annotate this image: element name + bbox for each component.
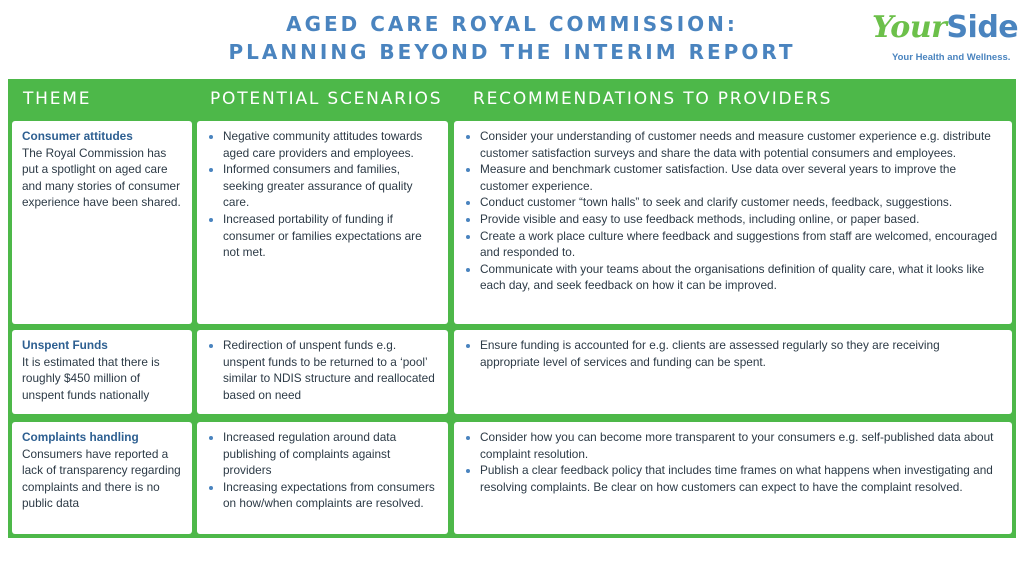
list-item: • Consider your understanding of customer needs and measure customer experience e.g. distribute customer satisfaction surveys and share the data with potential consumers and employees. xyxy=(480,128,1002,161)
row-3-recommendations-cell xyxy=(454,422,1012,534)
row-1-recommendations-list xyxy=(464,128,1002,294)
row-2-recommendations-list xyxy=(464,337,1002,370)
list-item: • Increased portability of funding if consumer or families expectations are not met. xyxy=(223,211,438,261)
row-2-theme-text: It is estimated that there is roughly $450 million of unspent funds nationally xyxy=(22,354,160,402)
row-1-scenarios-list xyxy=(207,128,438,261)
recommendations-table xyxy=(8,79,1016,538)
row-1-recommendations-cell xyxy=(454,121,1012,324)
list-item: • Redirection of unspent funds e.g. unspent funds to be returned to a ‘pool’ similar to NDIS structure and reallocated based on need xyxy=(223,337,438,403)
logo-side: Side xyxy=(946,10,1019,45)
list-item: • Increased regulation around data publishing of complaints against providers xyxy=(223,429,438,479)
row-3-theme-heading: Complaints handling xyxy=(22,430,139,444)
row-2-recommendations-cell xyxy=(454,330,1012,414)
row-2-theme-cell xyxy=(12,330,192,414)
row-2-theme-heading: Unspent Funds xyxy=(22,338,108,352)
row-3-recommendations-list xyxy=(464,429,1002,495)
header-theme: THEME xyxy=(23,89,92,109)
title-line-2: PLANNING BEYOND THE INTERIM REPORT xyxy=(228,40,796,64)
list-item: • Conduct customer “town halls” to seek and clarify customer needs, feedback, suggestions. xyxy=(480,194,1002,211)
list-item: • Ensure funding is accounted for e.g. clients are assessed regularly so they are receiving appropriate level of services and funding can be spent. xyxy=(480,337,1002,370)
list-item: • Negative community attitudes towards aged care providers and employees. xyxy=(223,128,438,161)
list-item: • Create a work place culture where feedback and suggestions from staff are welcomed, encouraged and responded to. xyxy=(480,228,1002,261)
row-1-scenarios-cell xyxy=(197,121,448,324)
logo-wordmark xyxy=(872,10,1018,45)
list-item: • Informed consumers and families, seeking greater assurance of quality care. xyxy=(223,161,438,211)
row-1-theme-heading: Consumer attitudes xyxy=(22,129,133,143)
row-3-theme-text: Consumers have reported a lack of transparency regarding complaints and there is no public data xyxy=(22,446,181,511)
row-2-scenarios-cell xyxy=(197,330,448,414)
list-item: • Publish a clear feedback policy that includes time frames on what happens when investigating and resolving complaints. Be clear on how customers can expect to have the complaint resolved. xyxy=(480,462,1002,495)
yourside-logo xyxy=(868,10,1019,70)
list-item: • Measure and benchmark customer satisfaction. Use data over several years to improve the customer experience. xyxy=(480,161,1002,194)
list-item: • Increasing expectations from consumers on how/when complaints are resolved. xyxy=(223,479,438,512)
title-line-1: AGED CARE ROYAL COMMISSION: xyxy=(286,12,738,36)
row-2-scenarios-list xyxy=(207,337,438,403)
list-item: • Consider how you can become more transparent to your consumers e.g. self-published data about complaint resolution. xyxy=(480,429,1002,462)
logo-tagline: Your Health and Wellness. xyxy=(892,52,1011,63)
row-3-scenarios-list xyxy=(207,429,438,512)
list-item: • Communicate with your teams about the organisations definition of quality care, what it looks like each day, and seek feedback on how it can be improved. xyxy=(480,261,1002,294)
list-item: • Provide visible and easy to use feedback methods, including online, or paper based. xyxy=(480,211,1002,228)
row-3-scenarios-cell xyxy=(197,422,448,534)
header-recommendations: RECOMMENDATIONS TO PROVIDERS xyxy=(473,89,833,109)
row-3-theme-cell xyxy=(12,422,192,534)
logo-your: Your xyxy=(872,10,947,45)
header-scenarios: POTENTIAL SCENARIOS xyxy=(210,89,443,109)
row-1-theme-cell xyxy=(12,121,192,324)
row-1-theme-text: The Royal Commission has put a spotlight on aged care and many stories of consumer experience have been shared. xyxy=(22,145,181,210)
